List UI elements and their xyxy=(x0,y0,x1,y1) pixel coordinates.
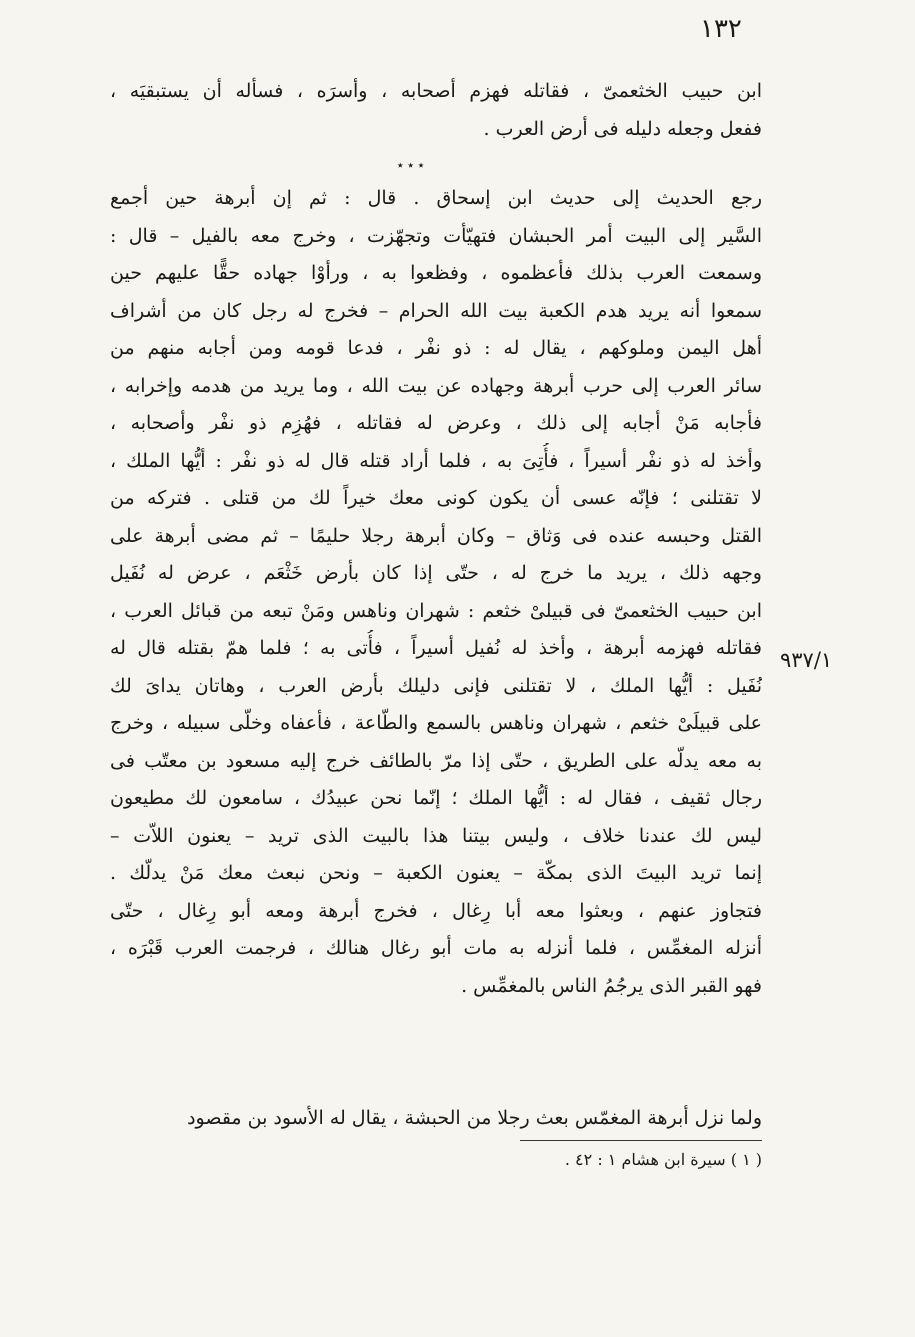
text-line: السَّير إلى البيت أمر الحبشان فتهيّأت وتجهّزت ، وخرج معه بالفيل – قال : xyxy=(110,224,762,247)
text-line: على قبيلَىْ خثعم ، شهران وناهس بالسمع والطّاعة ، فأعفاه وخلّى سبيله ، وخرج xyxy=(110,712,762,734)
text-line: القتل وحبسه عنده فى وَثاق – وكان أبرهة رجلا حليمًا – ثم مضى أبرهة على xyxy=(110,524,762,547)
text-line: ولما نزل أبرهة المغمّس بعث رجلا من الحبشة ، يقال له الأسود بن مقصود xyxy=(187,1107,762,1129)
text-line: فتجاوز عنهم ، وبعثوا معه أبا رِغال ، فخرج أبرهة ومعه أبو رِغال ، حتّى xyxy=(110,899,762,922)
text-line: أنزله المغمِّس ، فلما أنزله به مات أبو رغال هنالك ، فرجمت العرب قَبْرَه ، xyxy=(110,937,762,959)
paragraph-main xyxy=(110,180,762,1005)
text-line: سمعوا أنه يريد هدم الكعبة بيت الله الحرام – فخرج له رجل كان من أشراف xyxy=(110,299,762,322)
footnote-rule xyxy=(520,1140,762,1141)
text-line: فهو القبر الذى يرجُمُ الناس بالمغمِّس . xyxy=(461,974,762,997)
footnote: ( ١ ) سيرة ابن هشام ١ : ٤٢ . xyxy=(564,1150,762,1169)
text-line: رجال ثقيف ، فقال له : أيُّها الملك ؛ إنّما نحن عبيدُك ، سامعون لك مطيعون xyxy=(110,787,762,809)
text-line: سائر العرب إلى حرب أبرهة وجهاده عن بيت الله ، وما يريد من هدمه وإخرابه ، xyxy=(110,374,762,397)
text-line: ابن حبيب الخثعمىّ فى قبيلىْ خثعم : شهران وناهس ومَنْ تبعه من قبائل العرب ، xyxy=(110,599,762,622)
text-line: وأخذ له ذو نفْر أسيراً ، فأُتِىَ به ، فلما أراد قتله قال له ذو نفْر : أيُّها الملك ، xyxy=(110,449,762,472)
text-line: به معه يدلّه على الطريق ، حتّى إذا مرّ بالطائف خرج إليه مسعود بن معتّب فى xyxy=(110,749,762,772)
margin-note: ٩٣٧/١ xyxy=(780,648,833,672)
text-line: وسمعت العرب بذلك فأعظموه ، وفظعوا به ، ورأوْا جهاده حقًّا عليهم حين xyxy=(110,262,762,284)
paragraph-top xyxy=(110,73,762,148)
section-divider: ٭ ٭ ٭ xyxy=(397,158,425,172)
text-line: نُفَيل : أيُّها الملك ، لا تقتلنى فإنى دليلك بأرض العرب ، وهاتان يداىَ لك xyxy=(110,674,762,697)
text-line: أهل اليمن وملوكهم ، يقال له : ذو نفْر ، فدعا قومه ومن أجابه منهم من xyxy=(110,337,762,359)
text-line: ففعل وجعله دليله فى أرض العرب . xyxy=(483,117,762,140)
text-line: إنما تريد البيتَ الذى بمكّة – يعنون الكعبة – ونحن نبعث معك مَنْ يدلّك . xyxy=(110,862,762,884)
text-line: وجهه ذلك ، يريد ما خرج له ، حتّى إذا كان بأرض خَثْعَم ، عرض له نُفَيل xyxy=(110,562,762,584)
page-number: ١٣٢ xyxy=(700,14,742,44)
text-line: رجع الحديث إلى حديث ابن إسحاق . قال : ثم إن أبرهة حين أجمع xyxy=(110,187,762,209)
text-line: فقاتله فهزمه أبرهة ، وأخذ له نُفيل أسيراً ، فأُتى به ؛ فلما همّ بقتله قال له xyxy=(110,637,762,659)
text-line: ليس لك عندنا خلاف ، وليس بيتنا هذا بالبيت الذى تريد – يعنون اللاّت – xyxy=(110,824,762,847)
text-line: ابن حبيب الخثعمىّ ، فقاتله فهزم أصحابه ، وأسرَه ، فسأله أن يستبقيَه ، xyxy=(110,80,762,102)
text-line: فأجابه مَنْ أجابه إلى ذلك ، وعرض له فقاتله ، فهُزِم ذو نفْر وأصحابه ، xyxy=(110,412,762,434)
paragraph-last xyxy=(110,1100,762,1138)
text-line: لا تقتلنى ؛ فإنّه عسى أن يكون كونى معك خيراً لك من قتلى . فتركه من xyxy=(110,487,762,509)
